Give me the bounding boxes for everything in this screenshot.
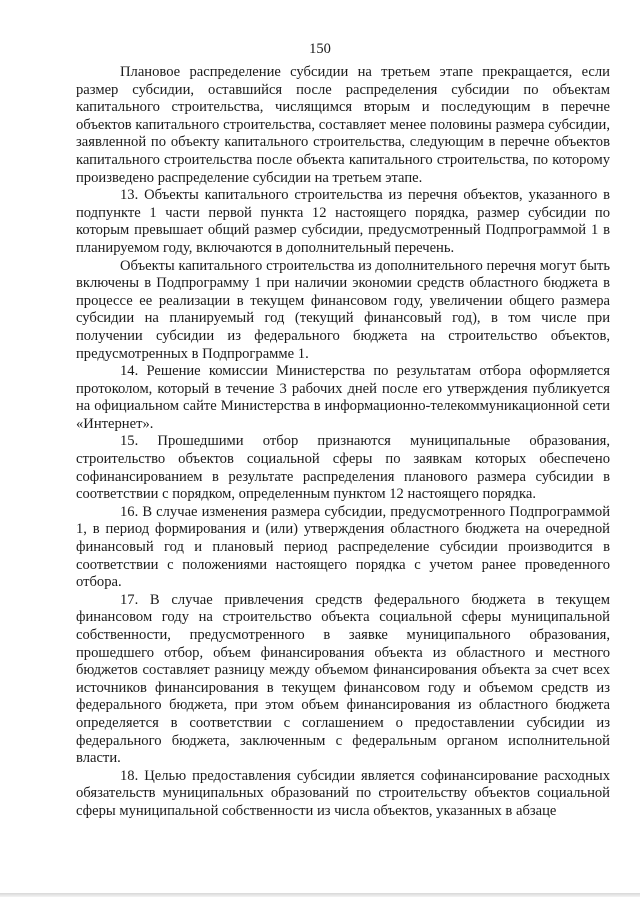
- paragraph-plan-distribution-end: Плановое распределение субсидии на третьем этапе прекращается, если размер субсидии, оставшийся после распределения субсидии по объектам капитального строительства, числящимся вторым и последующим в перечне объектов капитального строительства, составляет менее половины размера субсидии, заявленной по объекту капитального строительства, следующим в перечне объектов капитального строительства после объекта капитального строительства, по которому произведено распределение субсидии на третьем этапе.: [76, 64, 610, 186]
- document-body: [76, 64, 610, 821]
- paragraph-15: 15. Прошедшими отбор признаются муниципальные образования, строительство объектов социальной сферы по заявкам которых обеспечено софинансированием в результате распределения планового размера субсидии в соответствии с порядком, определенным пунктом 12 настоящего порядка.: [76, 433, 610, 503]
- page-number: 150: [309, 41, 331, 57]
- paragraph-18: 18. Целью предоставления субсидии является софинансирование расходных обязательств муниципальных образований по строительству объектов социальной сферы муниципальной собственности из числа объектов, указанных в абзаце: [76, 767, 610, 819]
- paragraph-14: 14. Решение комиссии Министерства по результатам отбора оформляется протоколом, который в течение 3 рабочих дней после его утверждения публикуется на официальном сайте Министерства в информационно-телекоммуникационной сети «Интернет».: [76, 363, 610, 432]
- paragraph-16: 16. В случае изменения размера субсидии, предусмотренного Подпрограммой 1, в период формирования и (или) утверждения областного бюджета на очередной финансовый год и плановый период распределение субсидии производится в соответствии с положениями настоящего порядка с учетом ранее проведенного отбора.: [76, 503, 610, 591]
- paragraph-13-additional-list: Объекты капитального строительства из дополнительного перечня могут быть включены в Подпрограмму 1 при наличии экономии средств областного бюджета в процессе ее реализации в текущем финансовом году, увеличении общего размера субсидии на планируемый год (текущий финансовый год), в том числе при получении субсидии из федерального бюджета на строительство объектов, предусмотренных в Подпрограмме 1.: [76, 257, 610, 362]
- paragraph-17: 17. В случае привлечения средств федерального бюджета в текущем финансовом году на строительство объекта социальной сферы муниципальной собственности, предусмотренного в заявке муниципального образования, прошедшего отбор, объем финансирования объекта из областного и местного бюджетов составляет разницу между объемом финансирования объекта за счет всех источников финансирования в текущем финансовом году и объемом средств из федерального бюджета, при этом объем финансирования из областного бюджета определяется в соответствии с соглашением о предоставлении субсидии из федерального бюджета, заключенным с федеральным органом исполнительной власти.: [76, 591, 610, 767]
- page-bottom-edge: [0, 893, 640, 897]
- paragraph-13: 13. Объекты капитального строительства из перечня объектов, указанного в подпункте 1 части первой пункта 12 настоящего порядка, размер субсидии по которым превышает общий размер субсидии, предусмотренный Подпрограммой 1 в планируемом году, включаются в дополнительный перечень.: [76, 187, 610, 256]
